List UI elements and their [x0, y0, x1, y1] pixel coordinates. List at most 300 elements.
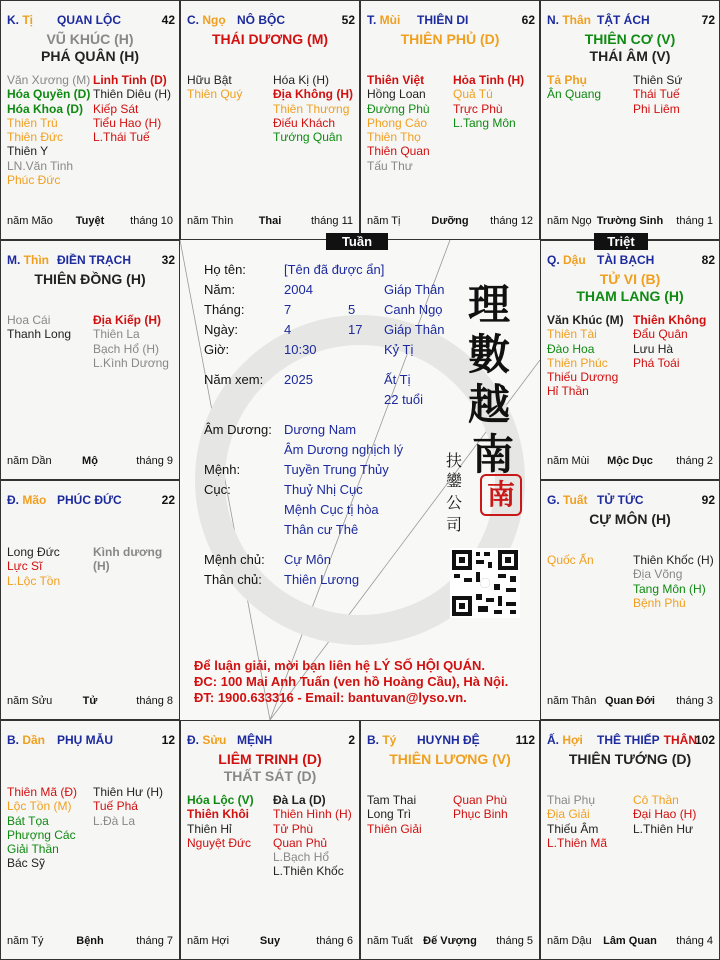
- info-row: [180, 572, 450, 590]
- palace-cell: [540, 720, 720, 960]
- footer-month: tháng 8: [136, 695, 173, 707]
- info-row: [180, 392, 450, 410]
- minor-stars-left: [547, 793, 637, 850]
- minor-star: L.Tang Môn: [453, 115, 516, 130]
- logo-char: 南: [472, 430, 515, 479]
- palace-stem: M.: [7, 253, 24, 267]
- palace-age: 12: [161, 733, 175, 747]
- palace-stem: T.: [367, 13, 380, 27]
- info-value: 2025: [284, 372, 313, 387]
- palace-position: [547, 253, 586, 267]
- footer-stage: Đế Vượng: [423, 935, 477, 947]
- footer-month: tháng 7: [136, 935, 173, 947]
- main-stars: [541, 751, 719, 768]
- minor-star: Tiểu Hao (H): [93, 115, 162, 130]
- palace-branch: Mão: [22, 493, 47, 507]
- palace-name: HUYNH ĐỆ: [417, 733, 480, 747]
- minor-star: Hóa Khoa (D): [7, 101, 83, 116]
- palace-stem: Đ.: [7, 493, 23, 507]
- minor-star: Quả Tú: [453, 87, 493, 102]
- minor-star: Thiên Quý: [187, 87, 243, 102]
- seal-stamp-char: 南: [486, 478, 515, 511]
- palace-footer: [367, 935, 533, 949]
- palace-header: [7, 13, 175, 29]
- palace-cell: [0, 480, 180, 720]
- palace-header: [7, 493, 175, 509]
- minor-star: Thiên Không: [633, 313, 707, 327]
- minor-star: Phi Liêm: [633, 101, 680, 116]
- footer-stage: Mộ: [82, 455, 98, 467]
- minor-star: L.Thiên Khốc: [273, 864, 344, 879]
- palace-header: [7, 253, 175, 269]
- palace-header: [547, 493, 715, 509]
- info-row: [180, 342, 450, 360]
- info-value: Thiên Lương: [284, 572, 360, 587]
- info-row: [180, 262, 450, 280]
- palace-branch: Thân: [562, 13, 592, 27]
- minor-stars-left: [367, 793, 457, 836]
- palace-footer: [547, 695, 713, 709]
- minor-star: Phượng Các: [7, 827, 76, 842]
- palace-name: TỬ TỨC: [597, 493, 644, 507]
- minor-star: Kiếp Sát: [93, 101, 139, 116]
- minor-star: Thiên Diêu (H): [93, 87, 172, 102]
- main-star: THAM LANG (H): [576, 288, 684, 304]
- footer-stage: Tử: [82, 695, 98, 707]
- info-label: Giờ:: [204, 342, 230, 357]
- palace-name: PHÚC ĐỨC: [57, 493, 122, 507]
- footer-stage: Quan Đới: [605, 695, 655, 707]
- main-star: TỬ VI (B): [599, 271, 661, 287]
- palace-stem: B.: [7, 733, 23, 747]
- seal-char: 鑾: [446, 471, 463, 490]
- info-value: Dương Nam: [284, 422, 357, 437]
- palace-name: QUAN LỘC: [57, 13, 121, 27]
- minor-star: Phúc Đức: [7, 173, 61, 188]
- footer-year: năm Thân: [547, 695, 597, 707]
- minor-star: Thiên Việt: [367, 73, 425, 87]
- info-label: Âm Dương:: [204, 422, 272, 437]
- palace-header: [547, 253, 715, 269]
- minor-stars-right: [93, 785, 179, 828]
- footer-stage: Lâm Quan: [603, 935, 657, 947]
- main-star: THIÊN PHỦ (D): [400, 31, 500, 47]
- minor-stars-right: [633, 553, 719, 610]
- minor-stars-left: [187, 793, 277, 850]
- center-info-panel: [180, 240, 540, 720]
- palace-name: THÊ THIẾP: [597, 733, 660, 747]
- info-value: 2004: [284, 282, 313, 297]
- info-row: [180, 282, 450, 300]
- footer-month: tháng 12: [490, 215, 533, 227]
- palace-branch: Tuất: [563, 493, 588, 507]
- palace-branch: Hợi: [562, 733, 583, 747]
- main-stars: [1, 31, 179, 65]
- palace-age: 42: [161, 13, 175, 27]
- contact-line: ĐC: 100 Mai Anh Tuấn (ven hồ Hoàng Cầu), Hà Nội.: [194, 674, 509, 689]
- palace-branch: Dậu: [563, 253, 586, 267]
- minor-star: Hỏa Tinh (H): [453, 73, 525, 87]
- footer-year: năm Thìn: [187, 215, 234, 227]
- palace-cell: [540, 240, 720, 480]
- minor-star: Thiên Trù: [7, 115, 58, 130]
- minor-star: Hóa Lộc (V): [187, 793, 254, 807]
- minor-star: Trực Phù: [453, 101, 503, 116]
- logo-char: 數: [468, 330, 511, 379]
- minor-star: Nguyệt Đức: [187, 835, 252, 850]
- footer-month: tháng 9: [136, 455, 173, 467]
- minor-star: Kình dương (H): [93, 545, 163, 574]
- main-stars: [1, 271, 179, 288]
- minor-star: Thiên Đức: [7, 130, 64, 145]
- main-stars: [181, 751, 359, 785]
- palace-cell: [0, 0, 180, 240]
- footer-month: tháng 2: [676, 455, 713, 467]
- minor-stars-left: [187, 73, 277, 102]
- palace-name: PHỤ MẪU: [57, 733, 113, 747]
- info-value: Tuyền Trung Thủy: [284, 462, 389, 477]
- minor-star: Đại Hao (H): [633, 807, 697, 822]
- info-value: Thuỷ Nhị Cục: [284, 482, 363, 497]
- palace-stem: Đ.: [187, 733, 203, 747]
- minor-star: Thiên Hư (H): [93, 785, 164, 799]
- minor-star: Văn Xương (M): [7, 73, 91, 87]
- palace-footer: [7, 935, 173, 949]
- minor-star: Thanh Long: [7, 327, 72, 342]
- minor-star: L.Kình Dương: [93, 355, 169, 370]
- main-star: THÁI ÂM (V): [589, 48, 671, 64]
- info-row: [180, 522, 450, 540]
- contact-line: Để luận giải, mời bạn liên hệ LÝ SỐ HỘI QUÁN.: [194, 658, 485, 673]
- triet-tag: Triệt: [594, 233, 648, 250]
- palace-stem: B.: [367, 733, 383, 747]
- footer-month: tháng 4: [676, 935, 713, 947]
- palace-age: 32: [161, 253, 175, 267]
- palace-stem: Q.: [547, 253, 564, 267]
- palace-position: [547, 493, 587, 507]
- info-value: [Tên đã được ẩn]: [284, 262, 385, 277]
- palace-stem: K.: [7, 13, 23, 27]
- minor-star: Tấu Thư: [367, 158, 413, 173]
- palace-cell: [540, 0, 720, 240]
- info-row: [180, 442, 450, 460]
- minor-stars-right: [273, 73, 359, 144]
- footer-year: năm Sửu: [7, 695, 53, 707]
- palace-header: [7, 733, 175, 749]
- minor-star: Long Đức: [7, 545, 60, 559]
- minor-star: Thiên Thương: [273, 101, 350, 116]
- footer-month: tháng 11: [310, 215, 353, 227]
- minor-star: Hỉ Thần: [547, 384, 589, 399]
- palace-position: [367, 13, 400, 27]
- minor-star: LN.Văn Tinh: [7, 158, 74, 173]
- seal-char: 扶: [446, 451, 463, 470]
- info-canchi: 22 tuổi: [384, 392, 424, 407]
- minor-star: Lưu Hà: [633, 341, 674, 356]
- minor-stars-right: [633, 73, 719, 116]
- red-seal-stamp: [480, 474, 522, 516]
- palace-footer: [187, 215, 353, 229]
- minor-star: Địa Võng: [633, 567, 683, 582]
- palace-header: [367, 733, 535, 749]
- palace-age: 112: [515, 733, 535, 747]
- footer-month: tháng 10: [130, 215, 173, 227]
- info-row: [180, 462, 450, 480]
- palace-footer: [7, 695, 173, 709]
- palace-age: 62: [521, 13, 535, 27]
- info-canchi: Canh Ngọ: [384, 302, 443, 317]
- logo-char: 理: [468, 280, 511, 329]
- minor-star: Hoa Cái: [7, 313, 51, 327]
- minor-stars-left: [7, 73, 97, 187]
- minor-stars-left: [7, 545, 97, 588]
- info-lunar: 17: [348, 322, 363, 337]
- palace-stem: Ấ.: [547, 733, 563, 747]
- minor-star: Thiên Y: [7, 144, 49, 159]
- main-star: THIÊN CƠ (V): [584, 31, 676, 47]
- minor-stars-left: [367, 73, 457, 173]
- palace-cell: [360, 720, 540, 960]
- minor-star: Thiên Quan: [367, 144, 430, 159]
- footer-stage: Mộc Dục: [607, 455, 653, 467]
- footer-stage: Trường Sinh: [596, 215, 664, 227]
- minor-star: Cô Thần: [633, 793, 679, 807]
- minor-star: Bạch Hổ (H): [93, 341, 160, 356]
- footer-year: năm Tị: [367, 215, 401, 227]
- palace-branch: Sửu: [202, 733, 227, 747]
- main-star: VŨ KHÚC (H): [46, 31, 134, 47]
- minor-star: L.Lộc Tồn: [7, 573, 61, 588]
- info-value: Âm Dương nghịch lý: [284, 442, 404, 457]
- minor-star: Hữu Bật: [187, 73, 232, 87]
- minor-star: Địa Kiếp (H): [93, 313, 162, 327]
- palace-branch: Mùi: [379, 13, 401, 27]
- footer-year: năm Ngọ: [547, 215, 592, 227]
- palace-stem: C.: [187, 13, 203, 27]
- main-stars: [541, 511, 719, 528]
- footer-year: năm Mùi: [547, 455, 590, 467]
- main-star: PHÁ QUÂN (H): [41, 48, 139, 64]
- minor-star: Long Trì: [367, 807, 412, 822]
- minor-stars-left: [7, 313, 97, 342]
- minor-stars-right: [453, 73, 539, 130]
- main-star: LIÊM TRINH (D): [218, 751, 322, 767]
- info-row: [180, 302, 450, 320]
- palace-header: [547, 13, 715, 29]
- palace-footer: [367, 215, 533, 229]
- minor-star: L.Thiên Hư: [633, 821, 694, 836]
- minor-stars-right: [633, 793, 719, 836]
- palace-cell: [0, 720, 180, 960]
- tuan-tag: Tuần: [326, 233, 388, 250]
- footer-stage: Dưỡng: [431, 215, 469, 227]
- palace-position: [7, 253, 49, 267]
- palace-branch: Dần: [22, 733, 46, 747]
- info-label: Họ tên:: [204, 262, 246, 277]
- minor-star: Lực Sĩ: [7, 559, 43, 574]
- minor-star: Hồng Loan: [367, 87, 426, 102]
- info-value: Thân cư Thê: [284, 522, 359, 537]
- info-label: Mệnh:: [204, 462, 241, 477]
- palace-footer: [187, 935, 353, 949]
- minor-stars-left: [7, 785, 97, 871]
- palace-position: [547, 733, 583, 747]
- info-row: [180, 482, 450, 500]
- minor-stars-left: [547, 73, 637, 102]
- minor-stars-right: [93, 545, 179, 574]
- footer-stage: Suy: [259, 935, 281, 947]
- minor-star: Linh Tinh (D): [93, 73, 167, 87]
- palace-name: NÔ BỘC: [237, 13, 285, 27]
- seal-char: 司: [446, 515, 463, 534]
- palace-age: 2: [348, 733, 355, 747]
- info-label: Thân chủ:: [204, 572, 262, 587]
- main-star: THIÊN TƯỚNG (D): [568, 751, 692, 767]
- minor-star: Thiên Hỉ: [187, 821, 232, 836]
- minor-stars-right: [93, 73, 179, 144]
- palace-cell: [360, 0, 540, 240]
- footer-month: tháng 3: [676, 695, 713, 707]
- minor-star: Thiên Phúc: [547, 355, 608, 370]
- minor-star: Giải Thần: [7, 842, 59, 857]
- minor-star: Thiên Tài: [547, 327, 597, 342]
- main-star: CỰ MÔN (H): [589, 511, 671, 527]
- info-row: [180, 552, 450, 570]
- main-stars: [181, 31, 359, 48]
- footer-month: tháng 1: [676, 215, 713, 227]
- minor-star: Hóa Quyền (D): [7, 87, 91, 102]
- footer-stage: Tuyệt: [75, 215, 105, 227]
- palace-age: 52: [341, 13, 355, 27]
- minor-stars-left: [547, 553, 637, 567]
- palace-stem: N.: [547, 13, 563, 27]
- minor-star: Thiên Mã (Đ): [7, 785, 78, 799]
- minor-star: Thiên Khôi: [187, 807, 249, 822]
- minor-star: Địa Giải: [547, 807, 590, 822]
- minor-stars-left: [547, 313, 637, 399]
- footer-year: năm Tý: [7, 935, 44, 947]
- minor-star: Quan Phủ: [273, 835, 328, 850]
- minor-star: Phá Toái: [633, 355, 680, 370]
- minor-star: Thiếu Dương: [547, 370, 619, 385]
- palace-age: 102: [694, 733, 715, 747]
- minor-star: Thiên Sứ: [633, 73, 683, 87]
- palace-position: [7, 493, 46, 507]
- minor-star: Đường Phù: [367, 101, 430, 116]
- main-star: THẤT SÁT (D): [223, 768, 317, 784]
- palace-footer: [547, 215, 713, 229]
- minor-star: Thái Tuế: [633, 87, 680, 102]
- palace-cell: [540, 480, 720, 720]
- info-label: Năm:: [204, 282, 236, 297]
- palace-age: 72: [701, 13, 715, 27]
- minor-star: Đà La (D): [273, 793, 326, 807]
- info-label: Ngày:: [204, 322, 238, 337]
- palace-name: ĐIỀN TRẠCH: [57, 253, 131, 267]
- palace-header: [367, 13, 535, 29]
- palace-age: 92: [701, 493, 715, 507]
- palace-footer: [547, 935, 713, 949]
- palace-branch: Tý: [382, 733, 397, 747]
- footer-year: năm Dậu: [547, 935, 592, 947]
- main-star: THIÊN ĐỒNG (H): [34, 271, 146, 287]
- minor-star: Thiên Thọ: [367, 130, 421, 145]
- footer-month: tháng 6: [316, 935, 353, 947]
- palace-stem: G.: [547, 493, 564, 507]
- minor-star: Thiên Hình (H): [273, 807, 352, 822]
- footer-stage: Bệnh: [76, 935, 104, 947]
- footer-year: năm Hợi: [187, 935, 230, 947]
- palace-branch: Tị: [22, 13, 34, 27]
- palace-footer: [547, 455, 713, 469]
- palace-position: [547, 13, 591, 27]
- palace-position: [187, 733, 226, 747]
- minor-star: Ân Quang: [547, 87, 602, 102]
- minor-star: Bác Sỹ: [7, 856, 46, 871]
- info-value: Mệnh Cục tị hòa: [284, 502, 379, 517]
- palace-footer: [7, 215, 173, 229]
- minor-star: Tướng Quân: [273, 130, 343, 145]
- footer-year: năm Mão: [7, 215, 53, 227]
- info-value: 10:30: [284, 342, 317, 357]
- minor-stars-right: [453, 793, 539, 822]
- info-canchi: Ất Tị: [384, 372, 411, 387]
- minor-star: Tả Phụ: [547, 73, 588, 87]
- footer-year: năm Tuất: [367, 935, 413, 947]
- palace-position: [367, 733, 396, 747]
- minor-stars-right: [273, 793, 359, 879]
- minor-star: Tang Môn (H): [633, 581, 706, 596]
- palace-name: TẬT ÁCH: [597, 13, 650, 27]
- minor-star: Văn Khúc (M): [547, 313, 624, 327]
- minor-star: Điếu Khách: [273, 115, 336, 130]
- minor-star: Tam Thai: [367, 793, 417, 807]
- minor-star: Đào Hoa: [547, 341, 595, 356]
- palace-header: [547, 733, 715, 749]
- footer-year: năm Dần: [7, 455, 52, 467]
- palace-age: 22: [161, 493, 175, 507]
- palace-header: [187, 13, 355, 29]
- minor-star: L.Thiên Mã: [547, 835, 608, 850]
- minor-stars-right: [93, 313, 179, 370]
- minor-stars-right: [633, 313, 719, 370]
- seal-char: 公: [446, 493, 463, 512]
- info-label: Mệnh chủ:: [204, 552, 265, 567]
- qr-code-icon: [450, 548, 520, 618]
- info-row: [180, 502, 450, 520]
- palace-age: 82: [701, 253, 715, 267]
- info-value: 4: [284, 322, 292, 337]
- palace-position: [187, 13, 226, 27]
- minor-star: L.Đà La: [93, 813, 136, 828]
- minor-star: L.Thái Tuế: [93, 130, 150, 145]
- minor-star: Bát Tọa: [7, 813, 49, 828]
- palace-header: [187, 733, 355, 749]
- minor-star: Quốc Ấn: [547, 553, 594, 567]
- info-value: 7: [284, 302, 292, 317]
- minor-star: Địa Không (H): [273, 87, 353, 102]
- logo-char: 越: [468, 380, 511, 429]
- palace-branch: Thìn: [23, 253, 49, 267]
- minor-star: Thiên Giải: [367, 821, 422, 836]
- minor-star: Phong Cáo: [367, 115, 428, 130]
- info-label: Năm xem:: [204, 372, 264, 387]
- minor-star: Tử Phù: [273, 821, 314, 836]
- info-row: [180, 422, 450, 440]
- main-stars: [361, 751, 539, 768]
- minor-star: Tuế Phá: [93, 799, 138, 814]
- main-stars: [361, 31, 539, 48]
